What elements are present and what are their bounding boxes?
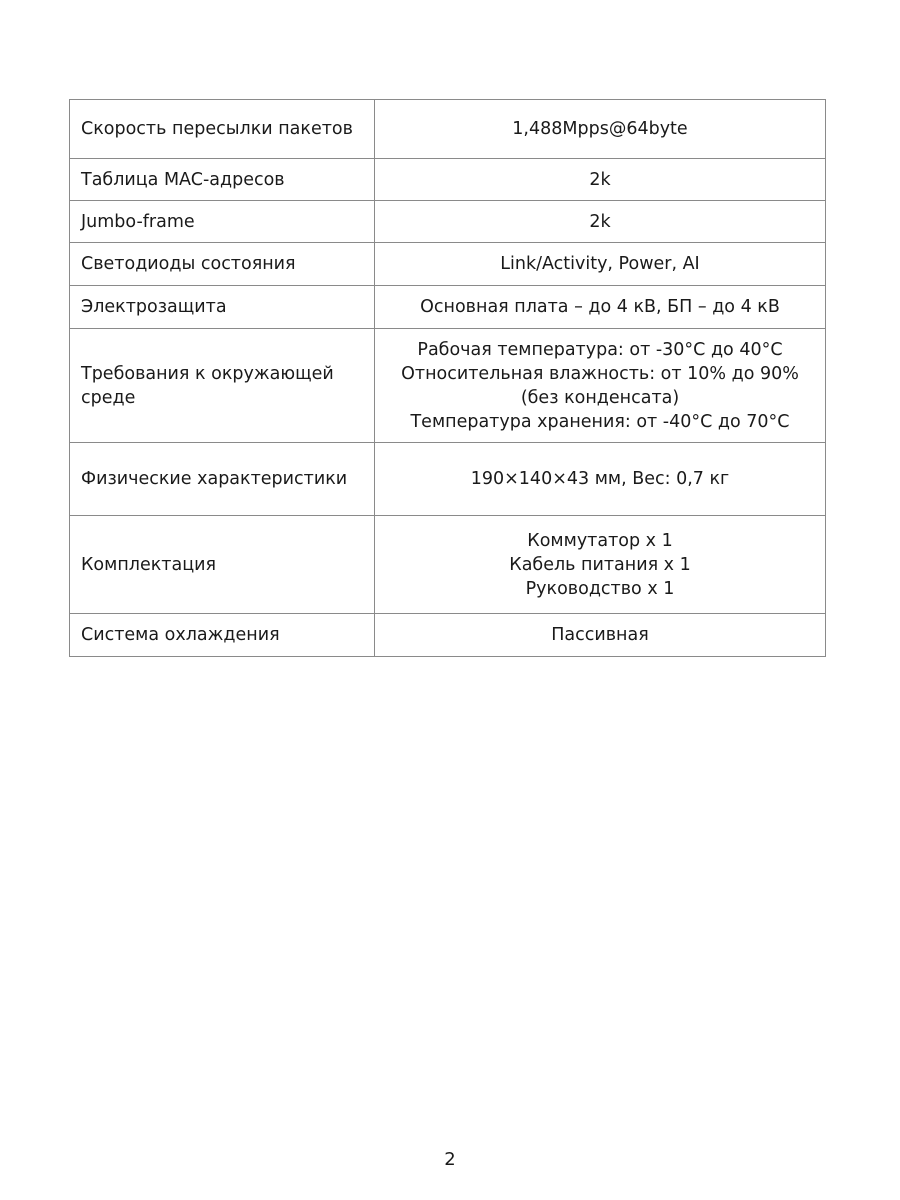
value-line: Относительная влажность: от 10% до 90% — [401, 363, 799, 384]
value-line: 2k — [589, 169, 611, 190]
table-row — [70, 243, 826, 286]
table-row — [70, 443, 826, 516]
row-label: Таблица MAC-адресов — [70, 159, 375, 201]
value-line: Кабель питания х 1 — [509, 554, 691, 575]
table-row — [70, 614, 826, 657]
value-line: Основная плата – до 4 кВ, БП – до 4 кВ — [420, 297, 780, 317]
specifications-table — [69, 99, 826, 657]
row-value — [375, 614, 826, 657]
value-line: (без конденсата) — [520, 387, 680, 408]
row-label: Скорость пересылки пакетов — [70, 100, 375, 159]
table-row — [70, 100, 826, 159]
table-row — [70, 516, 826, 614]
value-line: Рабочая температура: от -30°C до 40°C — [417, 339, 783, 360]
table-row — [70, 329, 826, 443]
page-number: 2 — [444, 1149, 456, 1170]
row-label: Система охлаждения — [70, 614, 375, 657]
row-value — [375, 516, 826, 614]
row-label: Светодиоды состояния — [70, 243, 375, 286]
row-label: Физические характеристики — [70, 443, 375, 516]
row-value — [375, 443, 826, 516]
row-label: Jumbo-frame — [70, 201, 375, 243]
value-line: Пассивная — [551, 625, 649, 645]
row-label: Требования к окружающей среде — [70, 329, 375, 443]
value-line: Руководство х 1 — [525, 578, 675, 599]
value-line: Link/Activity, Power, AI — [500, 254, 700, 274]
row-value — [375, 286, 826, 329]
row-value — [375, 159, 826, 201]
row-label: Комплектация — [70, 516, 375, 614]
row-value — [375, 100, 826, 159]
table-row — [70, 201, 826, 243]
row-value — [375, 201, 826, 243]
value-line: Температура хранения: от -40°C до 70°C — [410, 411, 790, 432]
value-line: 1,488Mpps@64byte — [512, 119, 688, 139]
row-label: Электрозащита — [70, 286, 375, 329]
row-value — [375, 329, 826, 443]
table-row — [70, 159, 826, 201]
value-line: 2k — [589, 211, 611, 232]
value-line: 190×140×43 мм, Вес: 0,7 кг — [470, 469, 730, 489]
value-line: Коммутатор х 1 — [527, 530, 673, 551]
table-row — [70, 286, 826, 329]
row-value — [375, 243, 826, 286]
